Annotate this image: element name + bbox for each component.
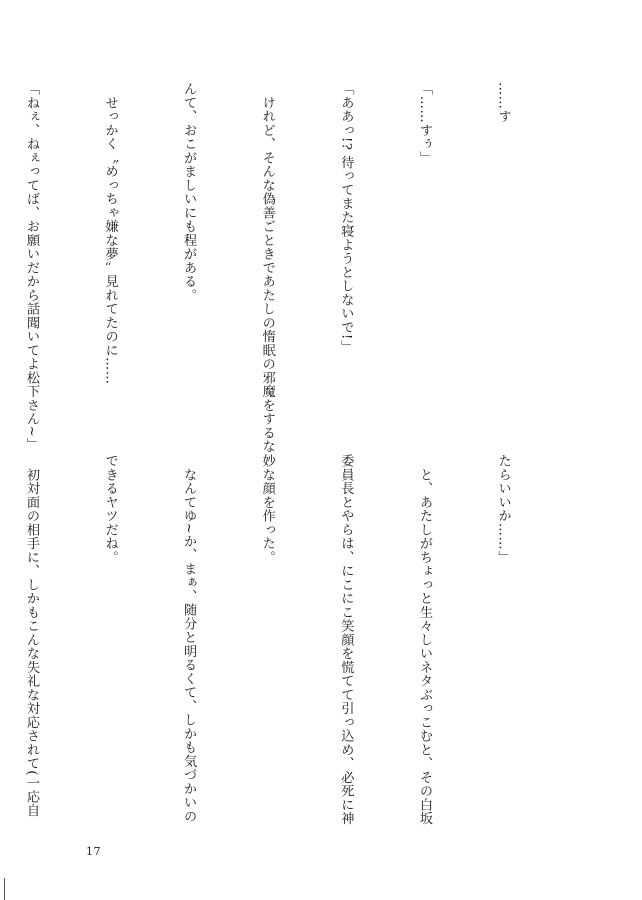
text-line: 「ああっ!? 待ってまた寝ようとしないで!」 [338, 82, 354, 354]
text-line: 「……すぅ」 [416, 82, 432, 165]
lower-text-block [23, 454, 568, 826]
text-line: 初対面の相手に、しかもこんな失礼な対応されて(一応自 [23, 454, 39, 818]
text-line: と、あたしがちょっと生々しいネタぶっこむと、その白坂 [416, 454, 432, 826]
text-line: んて、おこがましいにも程がある。 [181, 82, 197, 302]
text-line: 「ねぇ、ねぇってば、お願いだから話聞いてよ松下さん~」 [23, 82, 39, 452]
text-line: ……す [495, 82, 511, 124]
upper-text-block [23, 82, 568, 454]
text-line: なんてゆ~か、まぁ、随分と明るくて、しかも気づかいの [181, 454, 197, 824]
text-line: 委員長とやらは、にこにこ笑顔を慌てて引っ込め、必死に神 [338, 454, 354, 826]
text-line: けれど、そんな偽善ごときであたしの惰眠の邪魔をするな [259, 82, 275, 454]
text-line: たらいいか……」 [495, 454, 511, 564]
text-line: できるヤツだね。 [102, 454, 118, 564]
text-line: せっかく〝めっちゃ嫌な夢〟見れてたのに…… [102, 82, 118, 385]
page-number: 17 [86, 845, 101, 858]
edge-mark [4, 878, 5, 900]
text-line: 妙な顔を作った。 [259, 454, 275, 564]
